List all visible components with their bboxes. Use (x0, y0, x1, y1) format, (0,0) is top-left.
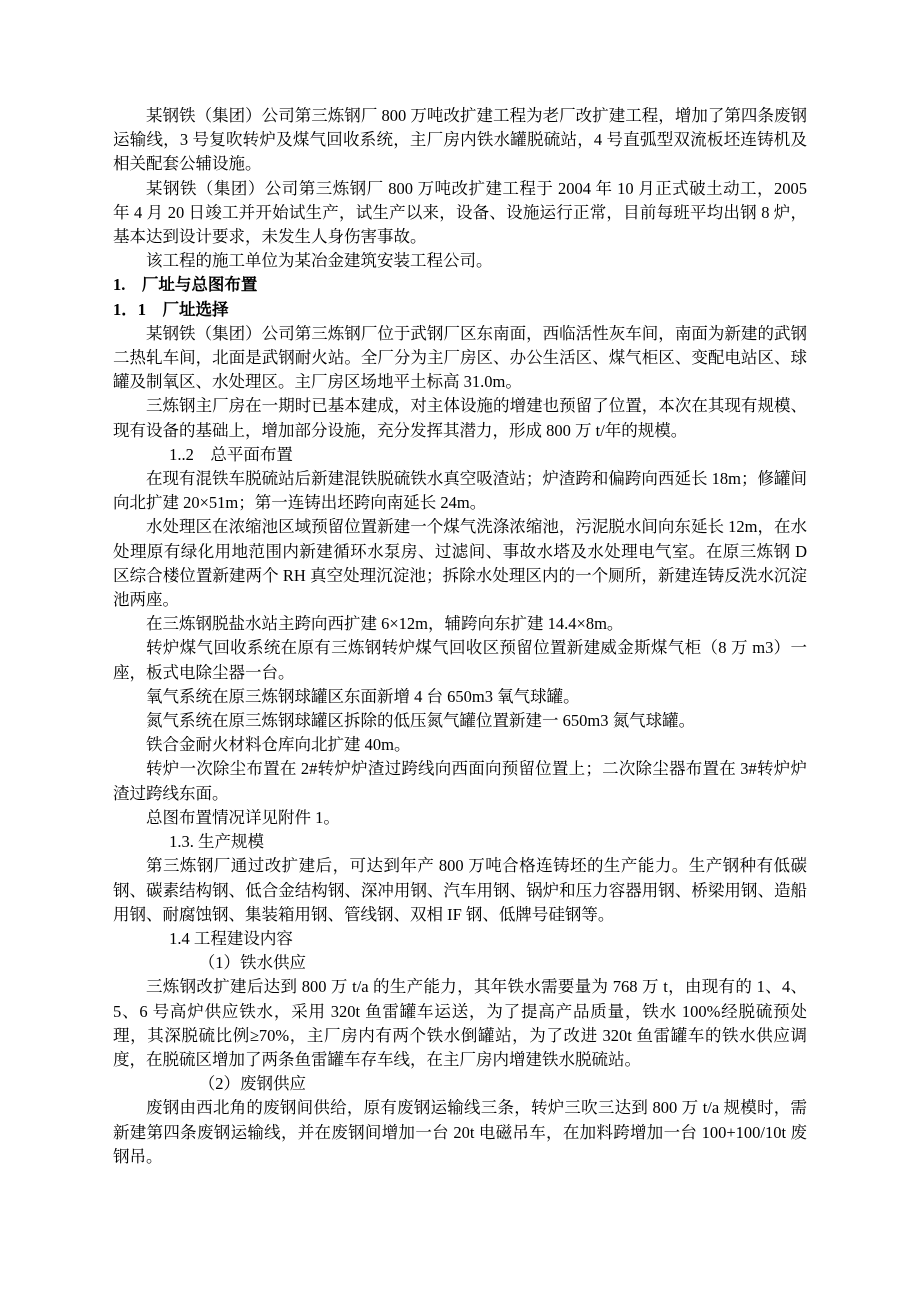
heading-hot-metal-supply: （1）铁水供应 (198, 953, 307, 973)
heading-scrap-supply: （2）废钢供应 (198, 1074, 307, 1094)
paragraph-desulfur-station: 在现有混铁车脱硫站后新建混铁脱硫铁水真空吸渣站；炉渣跨和偏跨向西延长 18m；修罐间向北扩建 20×51m；第一连铸出坯跨向南延长 24m。 (113, 469, 807, 513)
paragraph-site-location: 某钢铁（集团）公司第三炼钢厂位于武钢厂区东南面，西临活性灰车间，南面为新建的武钢二热轧车间，北面是武钢耐火站。全厂分为主厂房区、办公生活区、煤气柜区、变配电站区、球罐及制氧区、水处理区。主厂房区场地平土标高 31.0m。 (113, 323, 807, 392)
heading-construction-content: 1.4 工程建设内容 (169, 928, 293, 948)
paragraph-intro-scope: 某钢铁（集团）公司第三炼钢厂 800 万吨改扩建工程为老厂改扩建工程，增加了第四条废钢运输线，3 号复吹转炉及煤气回收系统，主厂房内铁水罐脱硫站，4 号直弧型双流板坯连铸机及相关配套公辅设施。 (113, 106, 807, 174)
paragraph-dedusting: 转炉一次除尘布置在 2#转炉炉渣过跨线向西面向预留位置上；二次除尘器布置在 3#转炉炉渣过跨线东面。 (113, 759, 807, 803)
paragraph-nitrogen-system: 氮气系统在原三炼钢球罐区拆除的低压氮气罐位置新建一 650m3 氮气球罐。 (146, 711, 696, 731)
paragraph-ferroalloy-store: 铁合金耐火材料仓库向北扩建 40m。 (146, 735, 411, 755)
heading-site-and-layout: 1. 厂址与总图布置 (113, 275, 258, 295)
heading-site-selection: 1．1 厂址选择 (113, 299, 229, 319)
paragraph-oxygen-system: 氧气系统在原三炼钢球罐区东面新增 4 台 650m3 氧气球罐。 (146, 686, 580, 706)
heading-general-layout: 1..2 总平面布置 (169, 444, 293, 464)
paragraph-layout-attachment: 总图布置情况详见附件 1。 (146, 807, 340, 827)
paragraph-gas-recovery: 转炉煤气回收系统在原有三炼钢转炉煤气回收区预留位置新建威金斯煤气柜（8 万 m3）一座，板式电除尘器一台。 (113, 638, 807, 682)
paragraph-hot-metal-detail: 三炼钢改扩建后达到 800 万 t/a 的生产能力，其年铁水需要量为 768 万 t，由现有的 1、4、5、6 号高炉供应铁水，采用 320t 鱼雷罐车运送，为了提高产品质量，铁水 100%经脱硫预处理，其深脱硫比例≥70%，主厂房内有两个铁水倒罐站，为了改进 320t 鱼雷罐车的铁水供应调度，在脱硫区增加了两条鱼雷罐车存车线，在主厂房内增建铁水脱硫站。 (113, 977, 807, 1069)
paragraph-contractor: 该工程的施工单位为某冶金建筑安装工程公司。 (146, 251, 493, 271)
paragraph-main-plant-phase1: 三炼钢主厂房在一期时已基本建成，对主体设施的增建也预留了位置，本次在其现有规模、现有设备的基础上，增加部分设施，充分发挥其潜力，形成 800 万 t/年的规模。 (113, 396, 807, 440)
paragraph-desalt-station: 在三炼钢脱盐水站主跨向西扩建 6×12m，辅跨向东扩建 14.4×8m。 (146, 614, 624, 634)
paragraph-steel-grades: 第三炼钢厂通过改扩建后，可达到年产 800 万吨合格连铸坯的生产能力。生产钢种有低碳钢、碳素结构钢、低合金结构钢、深冲用钢、汽车用钢、锅炉和压力容器用钢、桥梁用钢、造船用钢、耐腐蚀钢、集装箱用钢、管线钢、双相 IF 钢、低牌号硅钢等。 (113, 856, 807, 924)
paragraph-scrap-detail: 废钢由西北角的废钢间供给，原有废钢运输线三条，转炉三吹三达到 800 万 t/a 规模时，需新建第四条废钢运输线，并在废钢间增加一台 20t 电磁吊车，在加料跨增加一台 100+100/10t 废钢吊。 (113, 1098, 807, 1166)
heading-production-scale: 1.3. 生产规模 (169, 832, 264, 852)
paragraph-construction-dates: 某钢铁（集团）公司第三炼钢厂 800 万吨改扩建工程于 2004 年 10 月正式破土动工，2005 年 4 月 20 日竣工并开始试生产，试生产以来，设备、设施运行正常，目前每班平均出钢 8 炉，基本达到设计要求，未发生人身伤害事故。 (113, 178, 807, 247)
paragraph-water-treatment: 水处理区在浓缩池区域预留位置新建一个煤气洗涤浓缩池，污泥脱水间向东延长 12m，在水处理原有绿化用地范围内新建循环水泵房、过滤间、事故水塔及水处理电气室。在原三炼钢 D 区综合楼位置新建两个 RH 真空处理沉淀池；拆除水处理区内的一个厕所，新建连铸反洗水沉淀池两座。 (113, 517, 807, 610)
